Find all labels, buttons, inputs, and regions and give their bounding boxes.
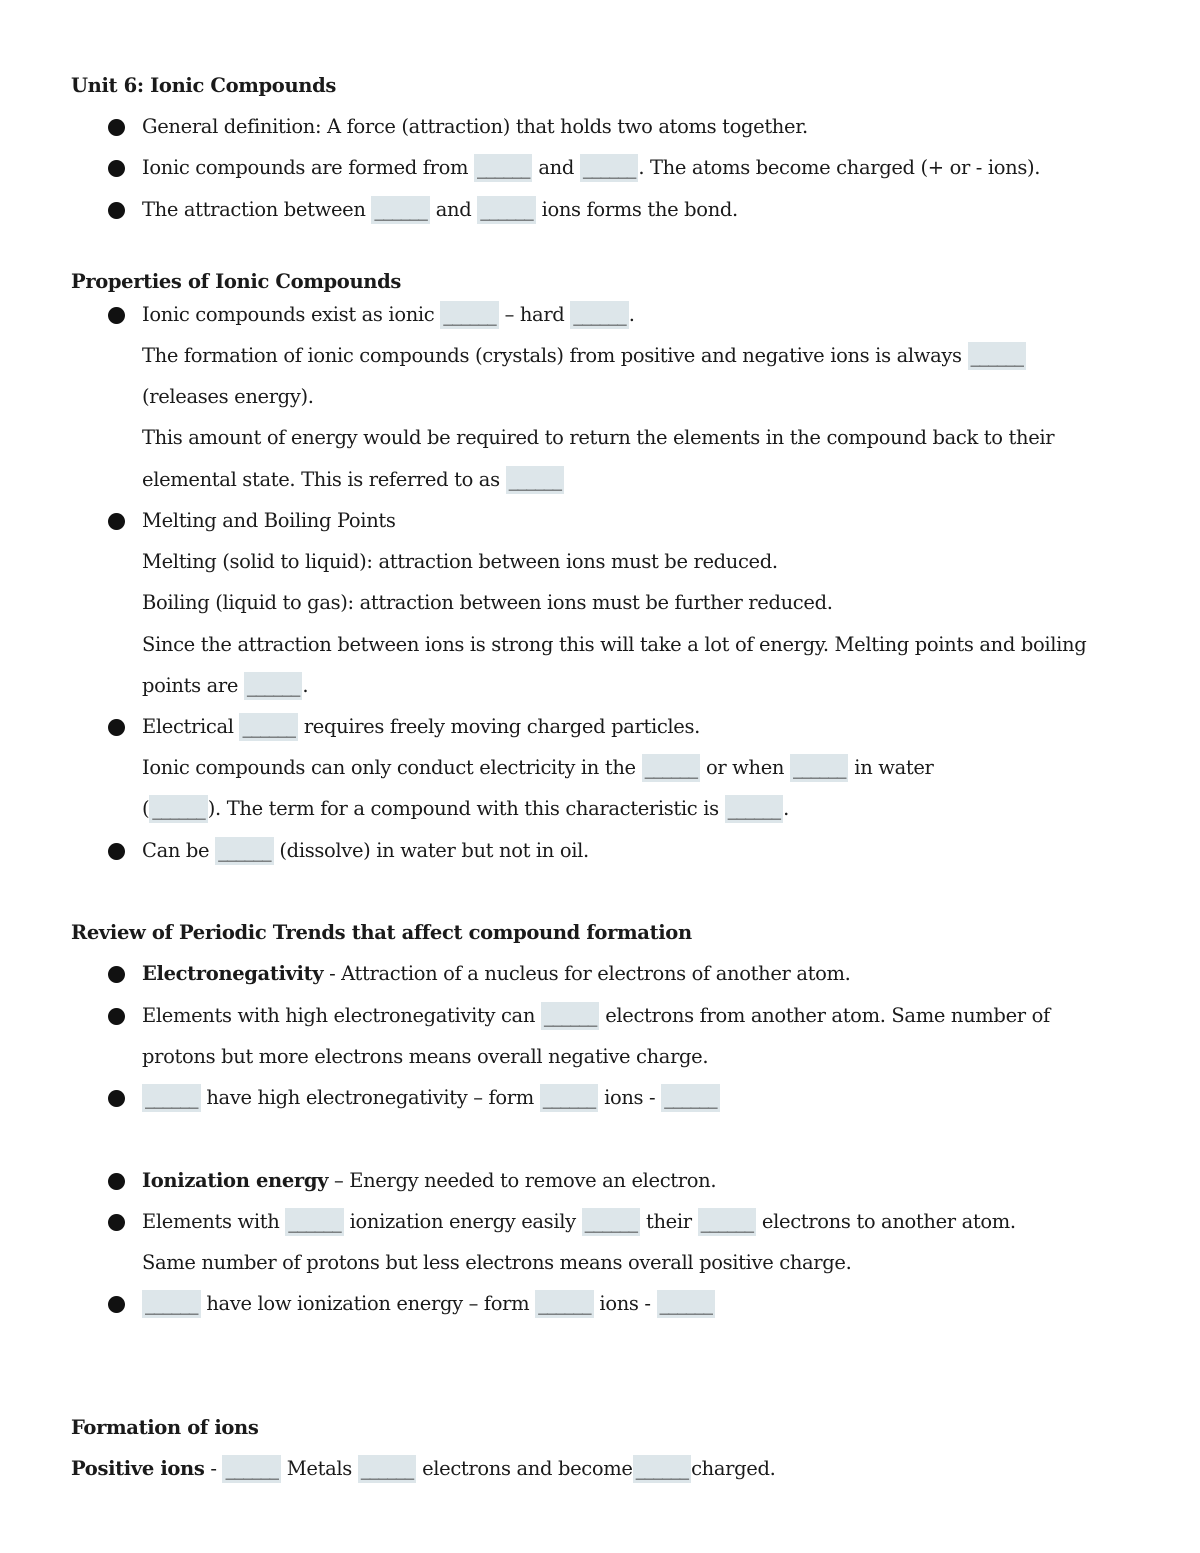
- blank-field[interactable]: ______: [215, 837, 274, 865]
- blank-field[interactable]: ______: [222, 1455, 281, 1483]
- properties-heading: Properties of Ionic Compounds: [71, 270, 402, 293]
- releases-energy-line: (releases energy).: [142, 385, 314, 408]
- blank-field[interactable]: ______: [440, 301, 499, 329]
- blank-field[interactable]: ______: [540, 1084, 599, 1112]
- blank-field[interactable]: ______: [142, 1290, 201, 1318]
- negative-charge-line: protons but more electrons means overall negative charge.: [142, 1045, 709, 1068]
- formation-heading: Formation of ions: [71, 1416, 259, 1439]
- dissolve-line: Can be ______ (dissolve) in water but not in oil.: [142, 837, 589, 865]
- bullet-icon: [108, 307, 125, 324]
- unit-title: Unit 6: Ionic Compounds: [71, 74, 337, 97]
- bullet-icon: [108, 160, 125, 177]
- blank-field[interactable]: ______: [661, 1084, 720, 1112]
- formation-line: The formation of ionic compounds (crystals) from positive and negative ions is always ______: [142, 342, 1026, 370]
- blank-field[interactable]: ______: [285, 1208, 344, 1236]
- strong-attraction-line: Since the attraction between ions is strong this will take a lot of energy. Melting points and boiling: [142, 633, 1087, 656]
- bullet-icon: [108, 843, 125, 860]
- positive-ions-line: Positive ions - ______ Metals ______ electrons and become ______ charged.: [71, 1455, 775, 1483]
- bullet-icon: [108, 1008, 125, 1025]
- elemental-state-line: elemental state. This is referred to as ______: [142, 466, 564, 494]
- blank-field[interactable]: ______: [506, 466, 565, 494]
- bullet-icon: [108, 119, 125, 136]
- positive-charge-line: Same number of protons but less electrons means overall positive charge.: [142, 1251, 852, 1274]
- blank-field[interactable]: ______: [968, 342, 1027, 370]
- melting-line: Melting (solid to liquid): attraction between ions must be reduced.: [142, 550, 778, 573]
- bullet-icon: [108, 1296, 125, 1313]
- electronegativity-line: Electronegativity - Attraction of a nucleus for electrons of another atom.: [142, 962, 851, 985]
- blank-field[interactable]: ______: [142, 1084, 201, 1112]
- blank-field[interactable]: ______: [725, 795, 784, 823]
- blank-field[interactable]: ______: [477, 196, 536, 224]
- bullet-icon: [108, 202, 125, 219]
- form-negative-ions-line: ______ have high electronegativity – form ______ ions - ______: [142, 1084, 720, 1112]
- blank-field[interactable]: ______: [698, 1208, 757, 1236]
- trends-heading: Review of Periodic Trends that affect compound formation: [71, 921, 692, 944]
- bullet-icon: [108, 1173, 125, 1190]
- blank-field[interactable]: ______: [570, 301, 629, 329]
- form-positive-ions-line: ______ have low ionization energy – form ______ ions - ______: [142, 1290, 715, 1318]
- ionization-energy-line: Ionization energy – Energy needed to remove an electron.: [142, 1169, 717, 1192]
- definition-line: General definition: A force (attraction) that holds two atoms together.: [142, 115, 808, 138]
- crystals-line: Ionic compounds exist as ionic ______ – hard ______ .: [142, 301, 635, 329]
- bullet-icon: [108, 1214, 125, 1231]
- formed-from-line: Ionic compounds are formed from ______ and ______ . The atoms become charged (+ or - ions).: [142, 154, 1040, 182]
- bullet-icon: [108, 1090, 125, 1107]
- high-electronegativity-line: Elements with high electronegativity can ______ electrons from another atom. Same number of: [142, 1002, 1050, 1030]
- bullet-icon: [108, 719, 125, 736]
- bullet-icon: [108, 513, 125, 530]
- electrical-line: Electrical ______ requires freely moving charged particles.: [142, 713, 700, 741]
- blank-field[interactable]: ______: [580, 154, 639, 182]
- blank-field[interactable]: ______: [642, 754, 701, 782]
- blank-field[interactable]: ______: [633, 1455, 692, 1483]
- blank-field[interactable]: ______: [474, 154, 533, 182]
- blank-field[interactable]: ______: [790, 754, 849, 782]
- boiling-line: Boiling (liquid to gas): attraction between ions must be further reduced.: [142, 591, 833, 614]
- melting-boiling-line: Melting and Boiling Points: [142, 509, 396, 532]
- blank-field[interactable]: ______: [582, 1208, 641, 1236]
- blank-field[interactable]: ______: [149, 795, 208, 823]
- attraction-line: The attraction between ______ and ______ ions forms the bond.: [142, 196, 738, 224]
- blank-field[interactable]: ______: [239, 713, 298, 741]
- blank-field[interactable]: ______: [244, 672, 303, 700]
- conduct-line: Ionic compounds can only conduct electricity in the ______ or when ______ in water: [142, 754, 934, 782]
- bullet-icon: [108, 966, 125, 983]
- blank-field[interactable]: ______: [535, 1290, 594, 1318]
- low-ionization-line: Elements with ______ ionization energy easily ______ their ______ electrons to another atom.: [142, 1208, 1016, 1236]
- points-are-line: points are ______ .: [142, 672, 308, 700]
- energy-required-line: This amount of energy would be required to return the elements in the compound back to their: [142, 426, 1055, 449]
- blank-field[interactable]: ______: [657, 1290, 716, 1318]
- blank-field[interactable]: ______: [371, 196, 430, 224]
- blank-field[interactable]: ______: [358, 1455, 417, 1483]
- term-line: ( ______ ). The term for a compound with this characteristic is ______ .: [142, 795, 789, 823]
- blank-field[interactable]: ______: [541, 1002, 600, 1030]
